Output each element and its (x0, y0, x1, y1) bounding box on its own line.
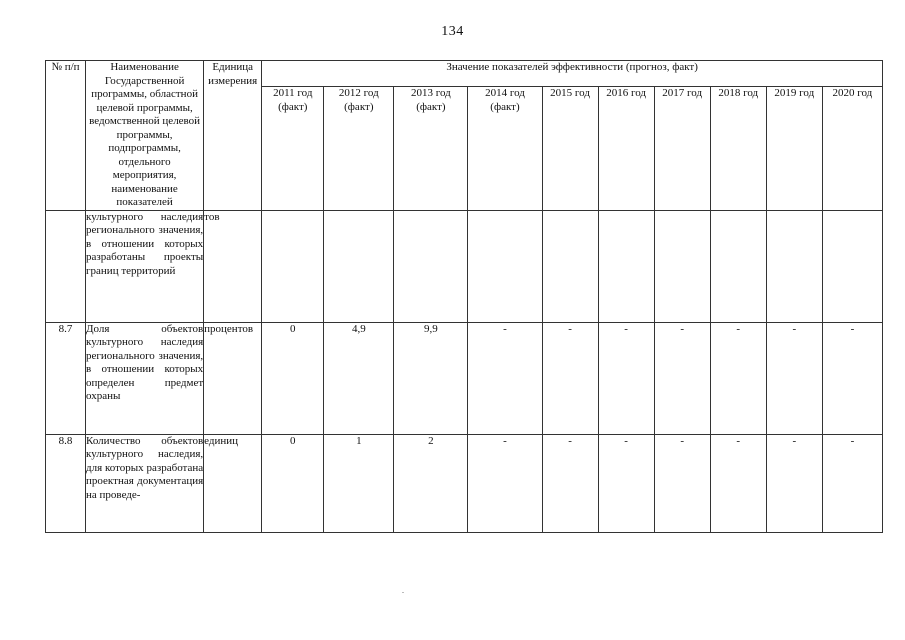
header-year-2013 (394, 87, 468, 210)
header-year-2012 (324, 87, 394, 210)
year-label: 2011 год (273, 87, 313, 100)
header-unit: Единица измерения (204, 61, 262, 211)
row-value-2012: 4,9 (324, 322, 394, 434)
table-row-continuation (46, 210, 883, 322)
year-label: 2015 год (550, 87, 590, 100)
row-value-2017 (654, 210, 710, 322)
row-value-2015: - (542, 322, 598, 434)
row-unit: процентов (204, 322, 262, 434)
efficiency-indicators-table (45, 60, 883, 533)
row-value-2016 (598, 210, 654, 322)
scan-speck (402, 592, 404, 593)
header-year-2020 (822, 87, 882, 210)
row-unit: тов (204, 210, 262, 322)
row-value-2019: - (766, 322, 822, 434)
year-label: 2020 год (832, 87, 873, 100)
header-year-2016 (598, 87, 654, 210)
row-value-2018 (710, 210, 766, 322)
header-year-2018 (710, 87, 766, 210)
year-label: 2019 год (774, 87, 815, 100)
row-value-2011: 0 (262, 322, 324, 434)
row-value-2016: - (598, 434, 654, 532)
header-values-group: Значение показателей эффективности (прогноз, факт) (262, 61, 883, 87)
year-note: (факт) (344, 100, 374, 113)
header-num: № п/п (46, 61, 86, 211)
row-value-2020: - (822, 322, 882, 434)
header-name: Наименование Государственной программы, областной целевой программы, ведомственной целевой программы, подпрограммы, отдельного мероприятия, наименование показателей (86, 61, 204, 211)
year-note: (факт) (416, 100, 446, 113)
year-label: 2012 год (338, 87, 379, 100)
header-year-2014 (468, 87, 542, 210)
row-num (46, 210, 86, 322)
header-year-2015 (542, 87, 598, 210)
row-value-2015: - (542, 434, 598, 532)
row-value-2017: - (654, 322, 710, 434)
header-year-2011 (262, 87, 324, 210)
row-value-2011: 0 (262, 434, 324, 532)
table-row-8-8 (46, 434, 883, 532)
table-row-8-7 (46, 322, 883, 434)
row-num: 8.8 (46, 434, 86, 532)
header-year-2017 (654, 87, 710, 210)
year-label: 2017 год (662, 87, 703, 100)
year-label: 2013 год (411, 87, 451, 100)
row-value-2014: - (468, 434, 542, 532)
row-value-2013: 9,9 (394, 322, 468, 434)
row-value-2017: - (654, 434, 710, 532)
row-value-2019: - (766, 434, 822, 532)
row-value-2013: 2 (394, 434, 468, 532)
header-year-2019 (766, 87, 822, 210)
row-value-2011 (262, 210, 324, 322)
header-row-top (46, 61, 883, 87)
row-name: Количество объектов культурного наследия, для которых разработана проектная документация на проведе- (86, 434, 204, 532)
row-value-2013 (394, 210, 468, 322)
row-value-2015 (542, 210, 598, 322)
row-value-2018: - (710, 322, 766, 434)
row-value-2016: - (598, 322, 654, 434)
year-label: 2016 год (606, 87, 646, 100)
row-value-2020: - (822, 434, 882, 532)
row-value-2014 (468, 210, 542, 322)
row-value-2020 (822, 210, 882, 322)
row-value-2012: 1 (324, 434, 394, 532)
year-note: (факт) (278, 100, 308, 113)
year-label: 2014 год (485, 87, 525, 100)
row-name: культурного наследия регионального значения, в отношении которых разработаны проекты границ территорий (86, 210, 204, 322)
year-label: 2018 год (718, 87, 759, 100)
row-value-2018: - (710, 434, 766, 532)
row-value-2019 (766, 210, 822, 322)
row-name: Доля объектов культурного наследия регионального значения, в отношении которых определен предмет охраны (86, 322, 204, 434)
row-value-2014: - (468, 322, 542, 434)
page-number: 134 (441, 24, 464, 39)
row-num: 8.7 (46, 322, 86, 434)
row-unit: единиц (204, 434, 262, 532)
row-value-2012 (324, 210, 394, 322)
year-note: (факт) (490, 100, 520, 113)
